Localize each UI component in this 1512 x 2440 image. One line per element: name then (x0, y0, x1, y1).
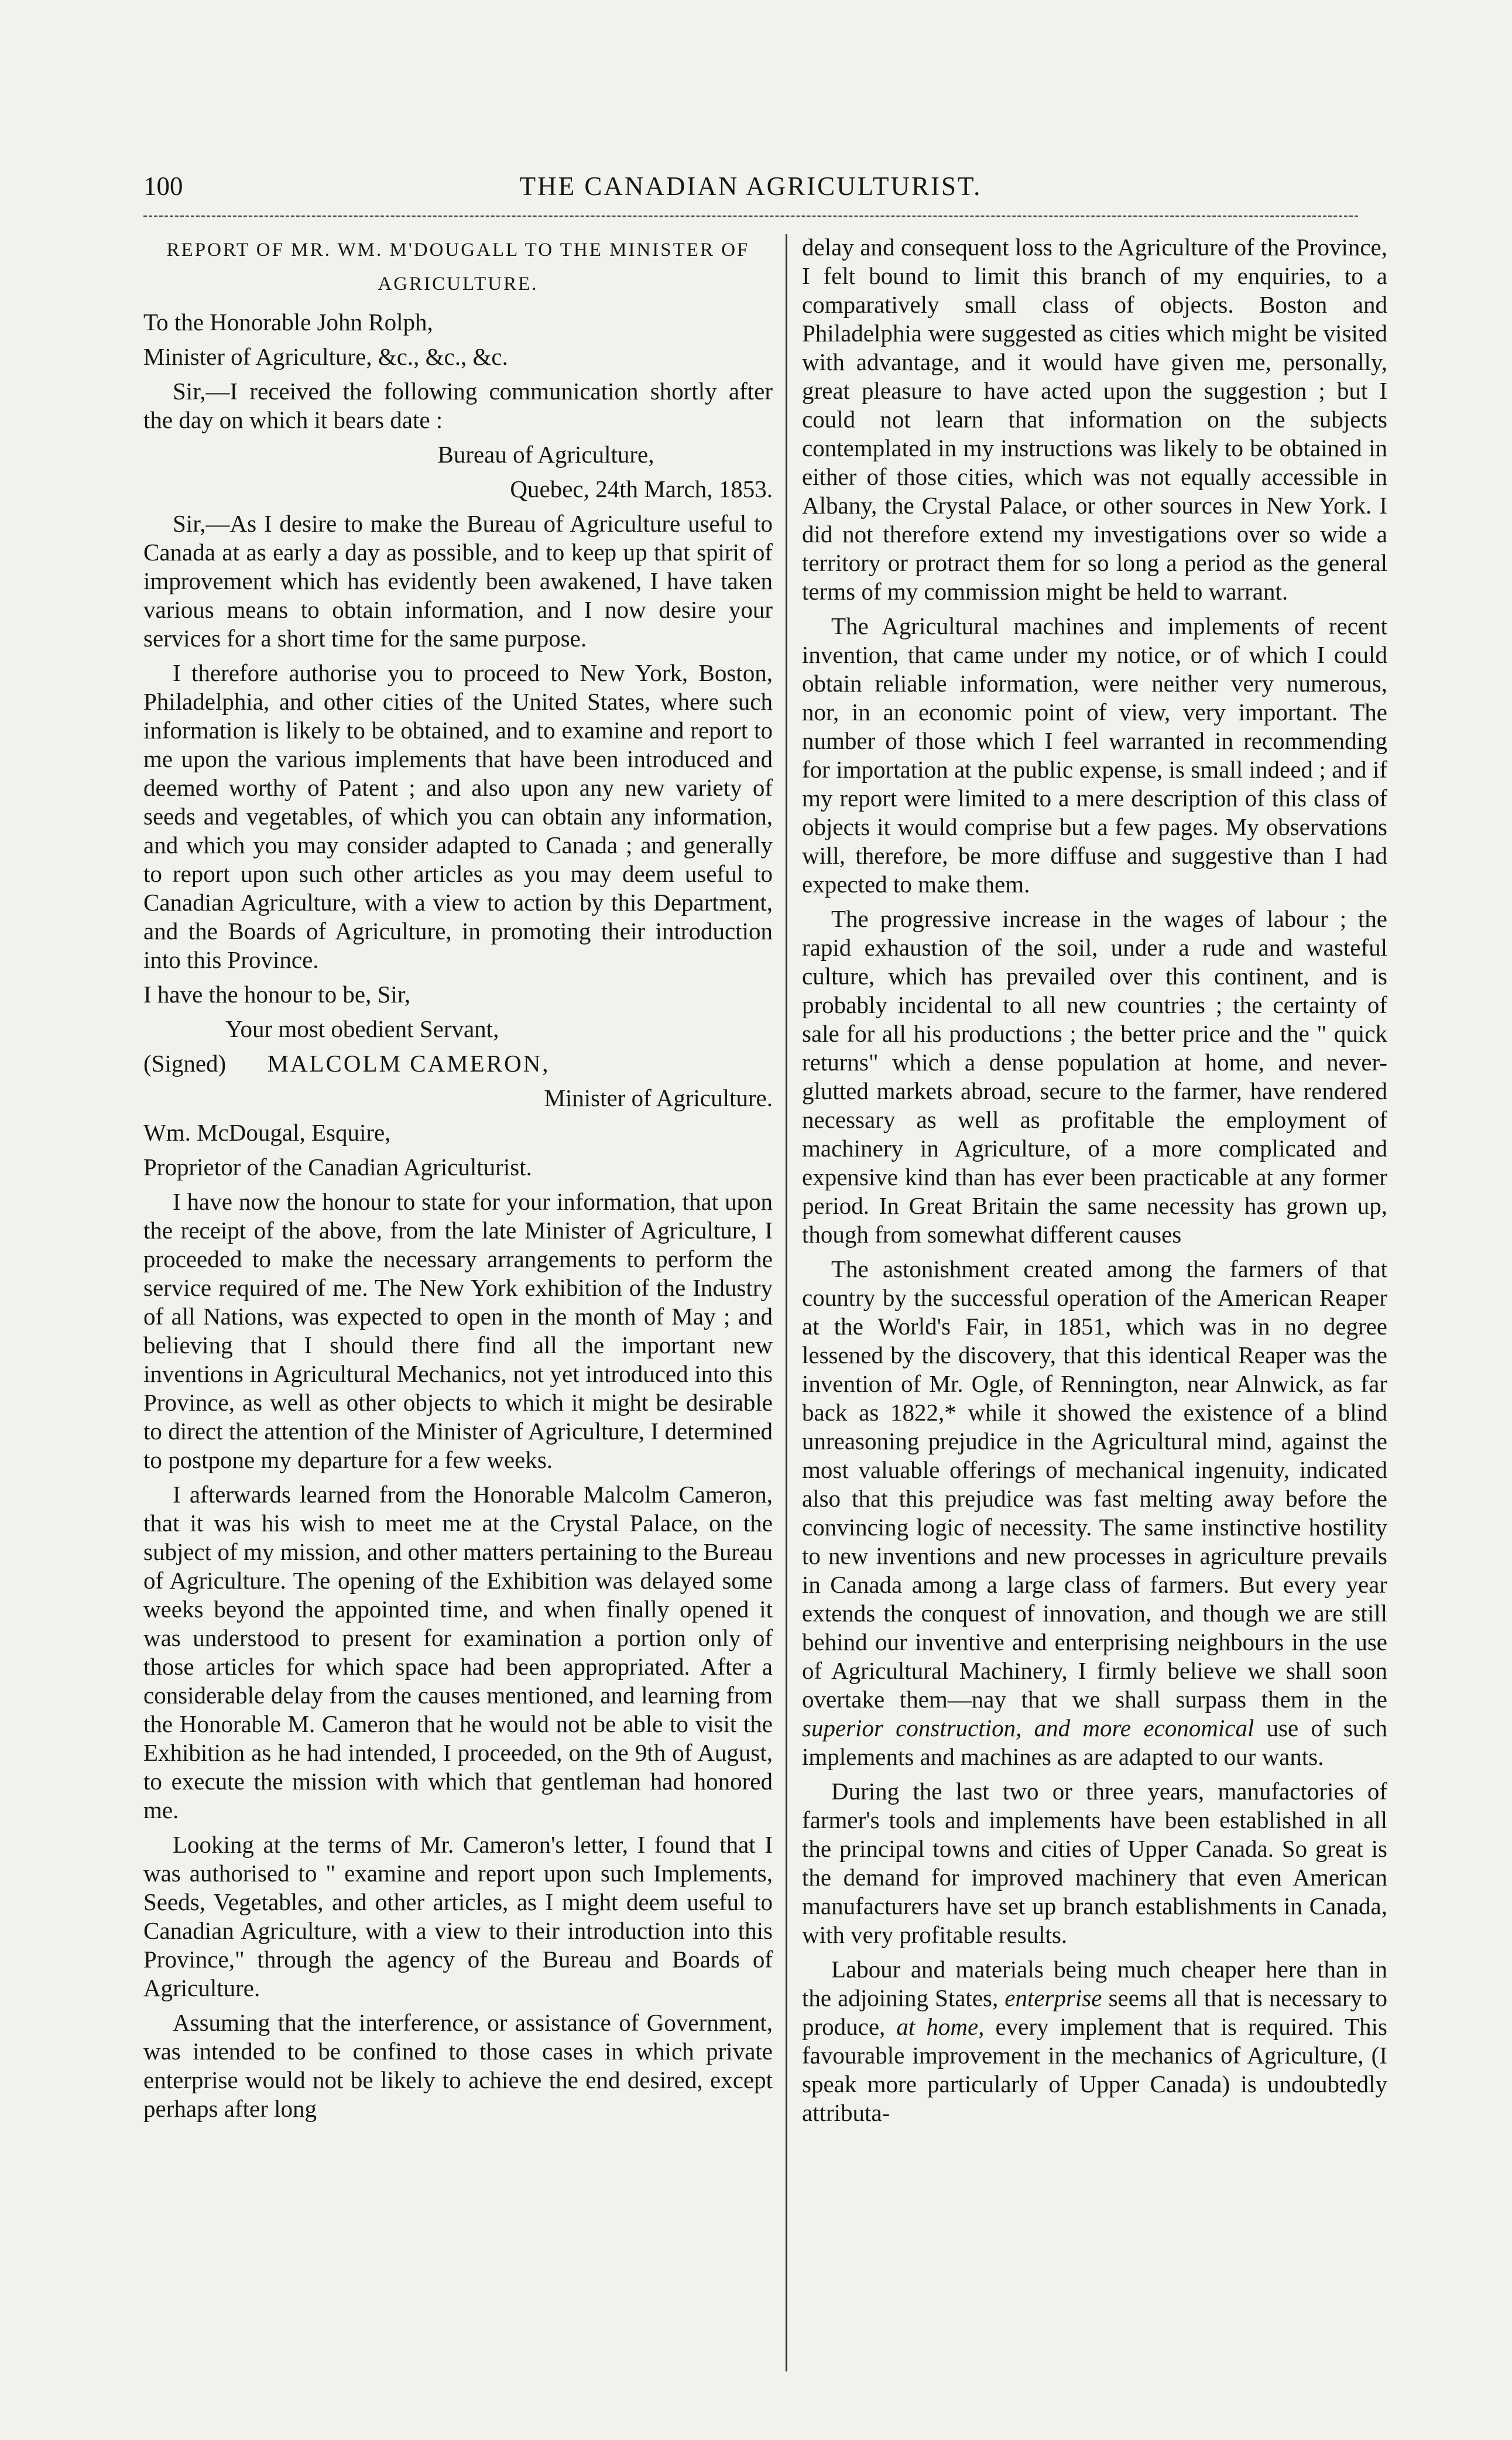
right-column (802, 233, 1387, 2376)
body-paragraph (802, 1955, 1387, 2127)
journal-title: THE CANADIAN AGRICULTURIST. (519, 172, 982, 201)
signatory-name: MALCOLM CAMERON, (267, 1050, 550, 1077)
paragraph-text: The astonishment created among the farmers of that country by the successful operation of the American Reaper at the World's Fair, in 1851, which was in no degree lessened by the discovery, that this identical Reaper was the invention of Mr. Ogle, of Rennington, near Alnwick, as far back as 1822,* while it showed the existence of a blind unreasoning prejudice in the Agricultural mind, against the most valuable offerings of mechanical ingenuity, indicated also that this prejudice was fast melting away before the convincing logic of necessity. The same instinctive hostility to new inventions and new processes in agriculture prevails in Canada among a large class of farmers. But every year extends the conquest of innovation, and though we are still behind our inventive and enterprising neighbours in the use of Agricultural Machinery, I firmly believe we shall soon overtake them—nay that we shall surpass them in the (802, 1255, 1387, 1713)
paragraph-text: every implement that is required. This favourable improvement in the mechanics of Agriculture, (I speak more particularly of Upper Canada) is undoubtedly attributa- (802, 2013, 1387, 2126)
body-paragraph: delay and consequent loss to the Agriculture of the Province, I felt bound to limit this branch of my enquiries, to a comparatively small class of objects. Boston and Philadelphia were suggested as cities which might be visited with advantage, and it would have given me, personally, great pleasure to have acted upon the suggestion ; but I could not learn that information on the subjects contemplated in my instructions was likely to be obtained in either of those cities, which was not equally accessible in Albany, the Crystal Palace, or other sources in New York. I did not therefore extend my investigations over so wide a territory or protract them for so long a period as the general terms of my commission might be held to warrant. (802, 234, 1387, 605)
paragraph-text: seems all that is necessary to produce, (802, 1984, 1387, 2040)
place-date: Quebec, 24th March, 1853. (510, 475, 773, 502)
paragraph-text: Labour and materials being much cheaper here than in the adjoining States, (802, 1956, 1387, 2011)
closing-line: Your most obedient Servant, (225, 1015, 499, 1042)
italic-phrase: at home, (896, 2013, 985, 2040)
addressee-title: Minister of Agriculture, &c., &c., &c. (143, 343, 508, 370)
signatory-title: Minister of Agriculture. (544, 1084, 773, 1111)
recipient-title: Proprietor of the Canadian Agriculturist. (143, 1154, 532, 1180)
bureau-line: Bureau of Agriculture, (437, 441, 654, 468)
recipient-name: Wm. McDougal, Esquire, (143, 1119, 391, 1146)
body-paragraph: I afterwards learned from the Honorable Malcolm Cameron, that it was his wish to meet me at the Crystal Palace, on the subject of my mission, and other matters pertaining to the Bureau of Agriculture. The opening of the Exhibition was delayed some weeks beyond the appointed time, and when finally opened it was understood to present for examination a portion only of those articles for which space had been appropriated. After a considerable delay from the causes mentioned, and learning from the Honorable M. Cameron that he would not be able to visit the Exhibition as he had intended, I proceeded, on the 9th of August, to execute the mission with which that gentleman had honored me. (143, 1481, 773, 1823)
report-title: REPORT OF MR. WM. M'DOUGALL TO THE MINISTER OF AGRICULTURE. (166, 239, 750, 295)
left-column (143, 233, 773, 2376)
page-number: 100 (143, 172, 183, 201)
body-paragraph: During the last two or three years, manufactories of farmer's tools and implements have been established in all the principal towns and cities of Upper Canada. So great is the demand for improved machinery that even American manufacturers have set up branch establishments in Canada, with very profitable results. (802, 1778, 1387, 1948)
letter-paragraph: Sir,—As I desire to make the Bureau of Agriculture useful to Canada at as early a day as possible, and to keep up that spirit of improvement which has evidently been awakened, I have taken various means to obtain information, and I now desire your services for a short time for the same purpose. (143, 510, 773, 652)
signature-line (143, 1049, 773, 1078)
body-paragraph: I have now the honour to state for your information, that upon the receipt of the above, from the late Minister of Agriculture, I proceeded to make the necessary arrangements to perform the service required of me. The New York exhibition of the Industry of all Nations, was expected to open in the month of May ; and believing that I should there find all the important new inventions in Agricultural Mechanics, not yet introduced into this Province, as well as other objects to which it might be desirable to direct the attention of the Minister of Agriculture, I determined to postpone my departure for a few weeks. (143, 1188, 773, 1473)
body-paragraph: The progressive increase in the wages of labour ; the rapid exhaustion of the soil, under a rude and wasteful culture, which has prevailed over this continent, and is probably incidental to all new countries ; the certainty of sale for all his productions ; the better price and the " quick returns" which a dense population at home, and never-glutted markets abroad, secure to the farmer, have rendered necessary as well as profitable the employment of machinery in Agriculture, of a more complicated and expensive kind than has ever been practicable at any former period. In Great Britain the same necessity has grown up, though from somewhat different causes (802, 905, 1387, 1248)
addressee-line: To the Honorable John Rolph, (143, 309, 433, 336)
paragraph-text: use of such implements and machines as are adapted to our wants. (802, 1714, 1387, 1770)
column-divider (786, 234, 787, 2371)
body-paragraph: Assuming that the interference, or assistance of Government, was intended to be confined to those cases in which private enterprise would not be likely to achieve the end desired, except perhaps after long (143, 2009, 773, 2122)
intro-paragraph: Sir,—I received the following communication shortly after the day on which it bears date : (143, 378, 773, 433)
closing-line: I have the honour to be, Sir, (143, 981, 411, 1008)
italic-phrase: superior construction, and more economical (802, 1714, 1254, 1741)
page-header (143, 171, 1358, 212)
italic-word: enterprise (1004, 1984, 1102, 2011)
body-paragraph: Looking at the terms of Mr. Cameron's letter, I found that I was authorised to " examine and report upon such Implements, Seeds, Vegetables, and other articles, as I might deem useful to Canadian Agriculture, with a view to their introduction into this Province," through the agency of the Bureau and Boards of Agriculture. (143, 1831, 773, 2001)
body-paragraph (802, 1255, 1387, 1771)
letter-paragraph: I therefore authorise you to proceed to New York, Boston, Philadelphia, and other cities of the United States, where such information is likely to be obtained, and to examine and report to me upon the various implements that have been introduced and deemed worthy of Patent ; and also upon any new variety of seeds and vegetables, of which you can obtain any information, and which you may consider adapted to Canada ; and generally to report upon such other articles as you may deem useful to Canadian Agriculture, with a view to action by this Department, and the Boards of Agriculture, in promoting their introduction into this Province. (143, 659, 773, 973)
header-rule (143, 215, 1358, 217)
signed-label: (Signed) (143, 1050, 227, 1077)
body-paragraph: The Agricultural machines and implements of recent invention, that came under my notice, or of which I could obtain reliable information, were neither very numerous, nor, in an economic point of view, very important. The number of those which I feel warranted in recommending for importation at the public expense, is small indeed ; and if my report were limited to a mere description of this class of objects it would comprise but a few pages. My observations will, therefore, be more diffuse and suggestive than I had expected to make them. (802, 612, 1387, 898)
